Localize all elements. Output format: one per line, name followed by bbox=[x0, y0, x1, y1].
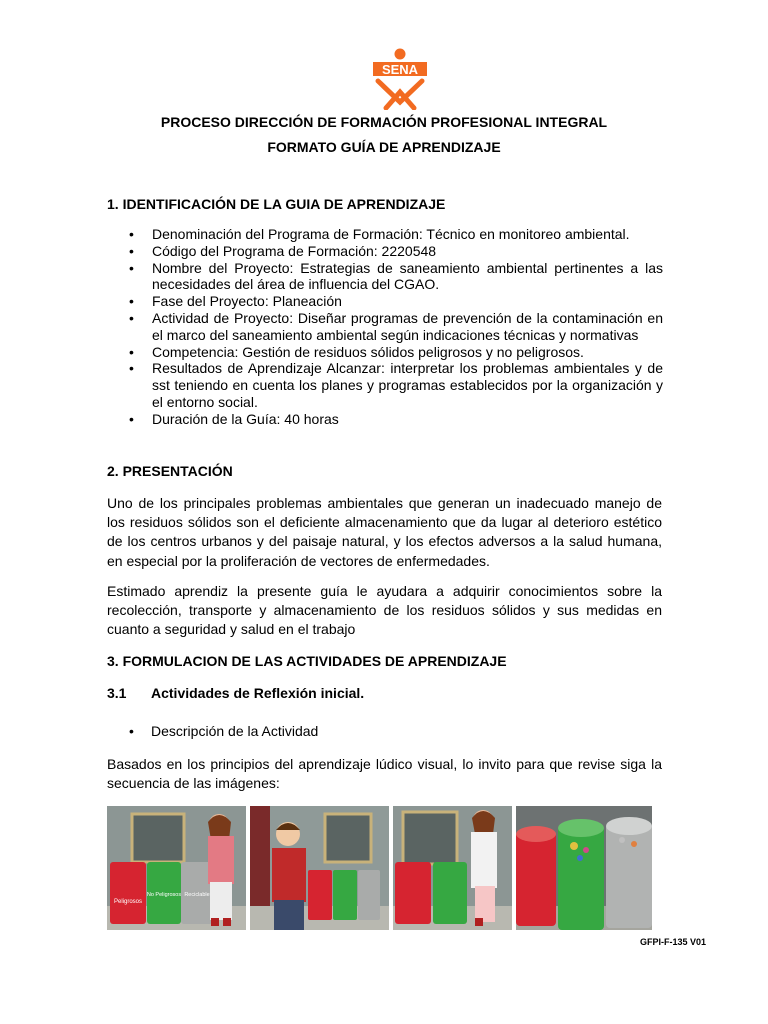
scene-illustration bbox=[250, 806, 389, 930]
sequence-image-4 bbox=[516, 806, 652, 930]
list-item: • Nombre del Proyecto: Estrategias de saneamiento ambiental pertinentes a las necesidades del área de influencia del CGAO. bbox=[107, 260, 663, 294]
bin-label-non-hazardous: No Peligrosos bbox=[146, 892, 182, 898]
activity-bullet bbox=[129, 723, 318, 739]
bin-label-recyclable: Reciclable bbox=[184, 892, 210, 898]
presentation-paragraph-1: Uno de los principales problemas ambientales que generan un inadecuado manejo de los residuos sólidos son el deficiente almacenamiento que da lugar al deterioro estético de los centros urbanos y del paisaje natural, y los efectos adversos a la salud humana, en especial por la proliferación de vectores de enfermedades. bbox=[107, 495, 662, 569]
section2-heading: 2. PRESENTACIÓN bbox=[107, 463, 233, 479]
section1-heading: 1. IDENTIFICACIÓN DE LA GUIA DE APRENDIZAJE bbox=[107, 196, 446, 212]
bin-label-hazardous: Peligrosos bbox=[113, 899, 143, 905]
activity-paragraph: Basados en los principios del aprendizaje lúdico visual, lo invito para que revise siga la secuencia de las imágenes: bbox=[107, 756, 662, 792]
list-item: • Duración de la Guía: 40 horas bbox=[107, 411, 663, 428]
presentation-paragraph-2: Estimado aprendiz la presente guía le ayudara a adquirir conocimientos sobre la recolección, transporte y almacenamiento de los residuos sólidos y sus medidas en cuanto a seguridad y salud en el trabajo bbox=[107, 583, 662, 638]
list-item: • Resultados de Aprendizaje Alcanzar: interpretar los problemas ambientales y de sst teniendo en cuenta los planes y programas establecidos por la organización y el entorno social. bbox=[107, 360, 663, 410]
sequence-image-1 bbox=[107, 806, 246, 930]
activity-description-label: Descripción de la Actividad bbox=[151, 723, 319, 739]
image-sequence bbox=[107, 806, 652, 930]
document-code: GFPI-F-135 V01 bbox=[640, 937, 707, 947]
process-title: PROCESO DIRECCIÓN DE FORMACIÓN PROFESIONAL INTEGRAL bbox=[160, 114, 608, 130]
subsection-title: Actividades de Reflexión inicial. bbox=[151, 685, 365, 701]
bullet-dot: • bbox=[129, 723, 134, 739]
scene-illustration bbox=[393, 806, 512, 930]
scene-illustration bbox=[107, 806, 246, 930]
list-item: • Denominación del Programa de Formación: Técnico en monitoreo ambiental. bbox=[107, 226, 663, 243]
section3-heading: 3. FORMULACION DE LAS ACTIVIDADES DE APRENDIZAJE bbox=[107, 653, 507, 669]
scene-illustration bbox=[516, 806, 652, 930]
list-item: • Fase del Proyecto: Planeación bbox=[107, 293, 663, 310]
format-title: FORMATO GUÍA DE APRENDIZAJE bbox=[267, 139, 501, 155]
sequence-image-2 bbox=[250, 806, 389, 930]
sena-logo-text: SENA bbox=[381, 62, 419, 77]
sequence-image-3 bbox=[393, 806, 512, 930]
subsection-number: 3.1 bbox=[107, 685, 127, 701]
sena-logo-graphic bbox=[370, 48, 430, 110]
subsection-heading bbox=[107, 685, 364, 701]
list-item: • Actividad de Proyecto: Diseñar programas de prevención de la contaminación en el marco del saneamiento ambiental según indicaciones técnicas y normativas bbox=[107, 310, 663, 344]
list-item: • Competencia: Gestión de residuos sólidos peligrosos y no peligrosos. bbox=[107, 344, 663, 361]
identification-list bbox=[107, 226, 663, 428]
list-item: • Código del Programa de Formación: 2220548 bbox=[107, 243, 663, 260]
sena-logo bbox=[370, 48, 430, 110]
